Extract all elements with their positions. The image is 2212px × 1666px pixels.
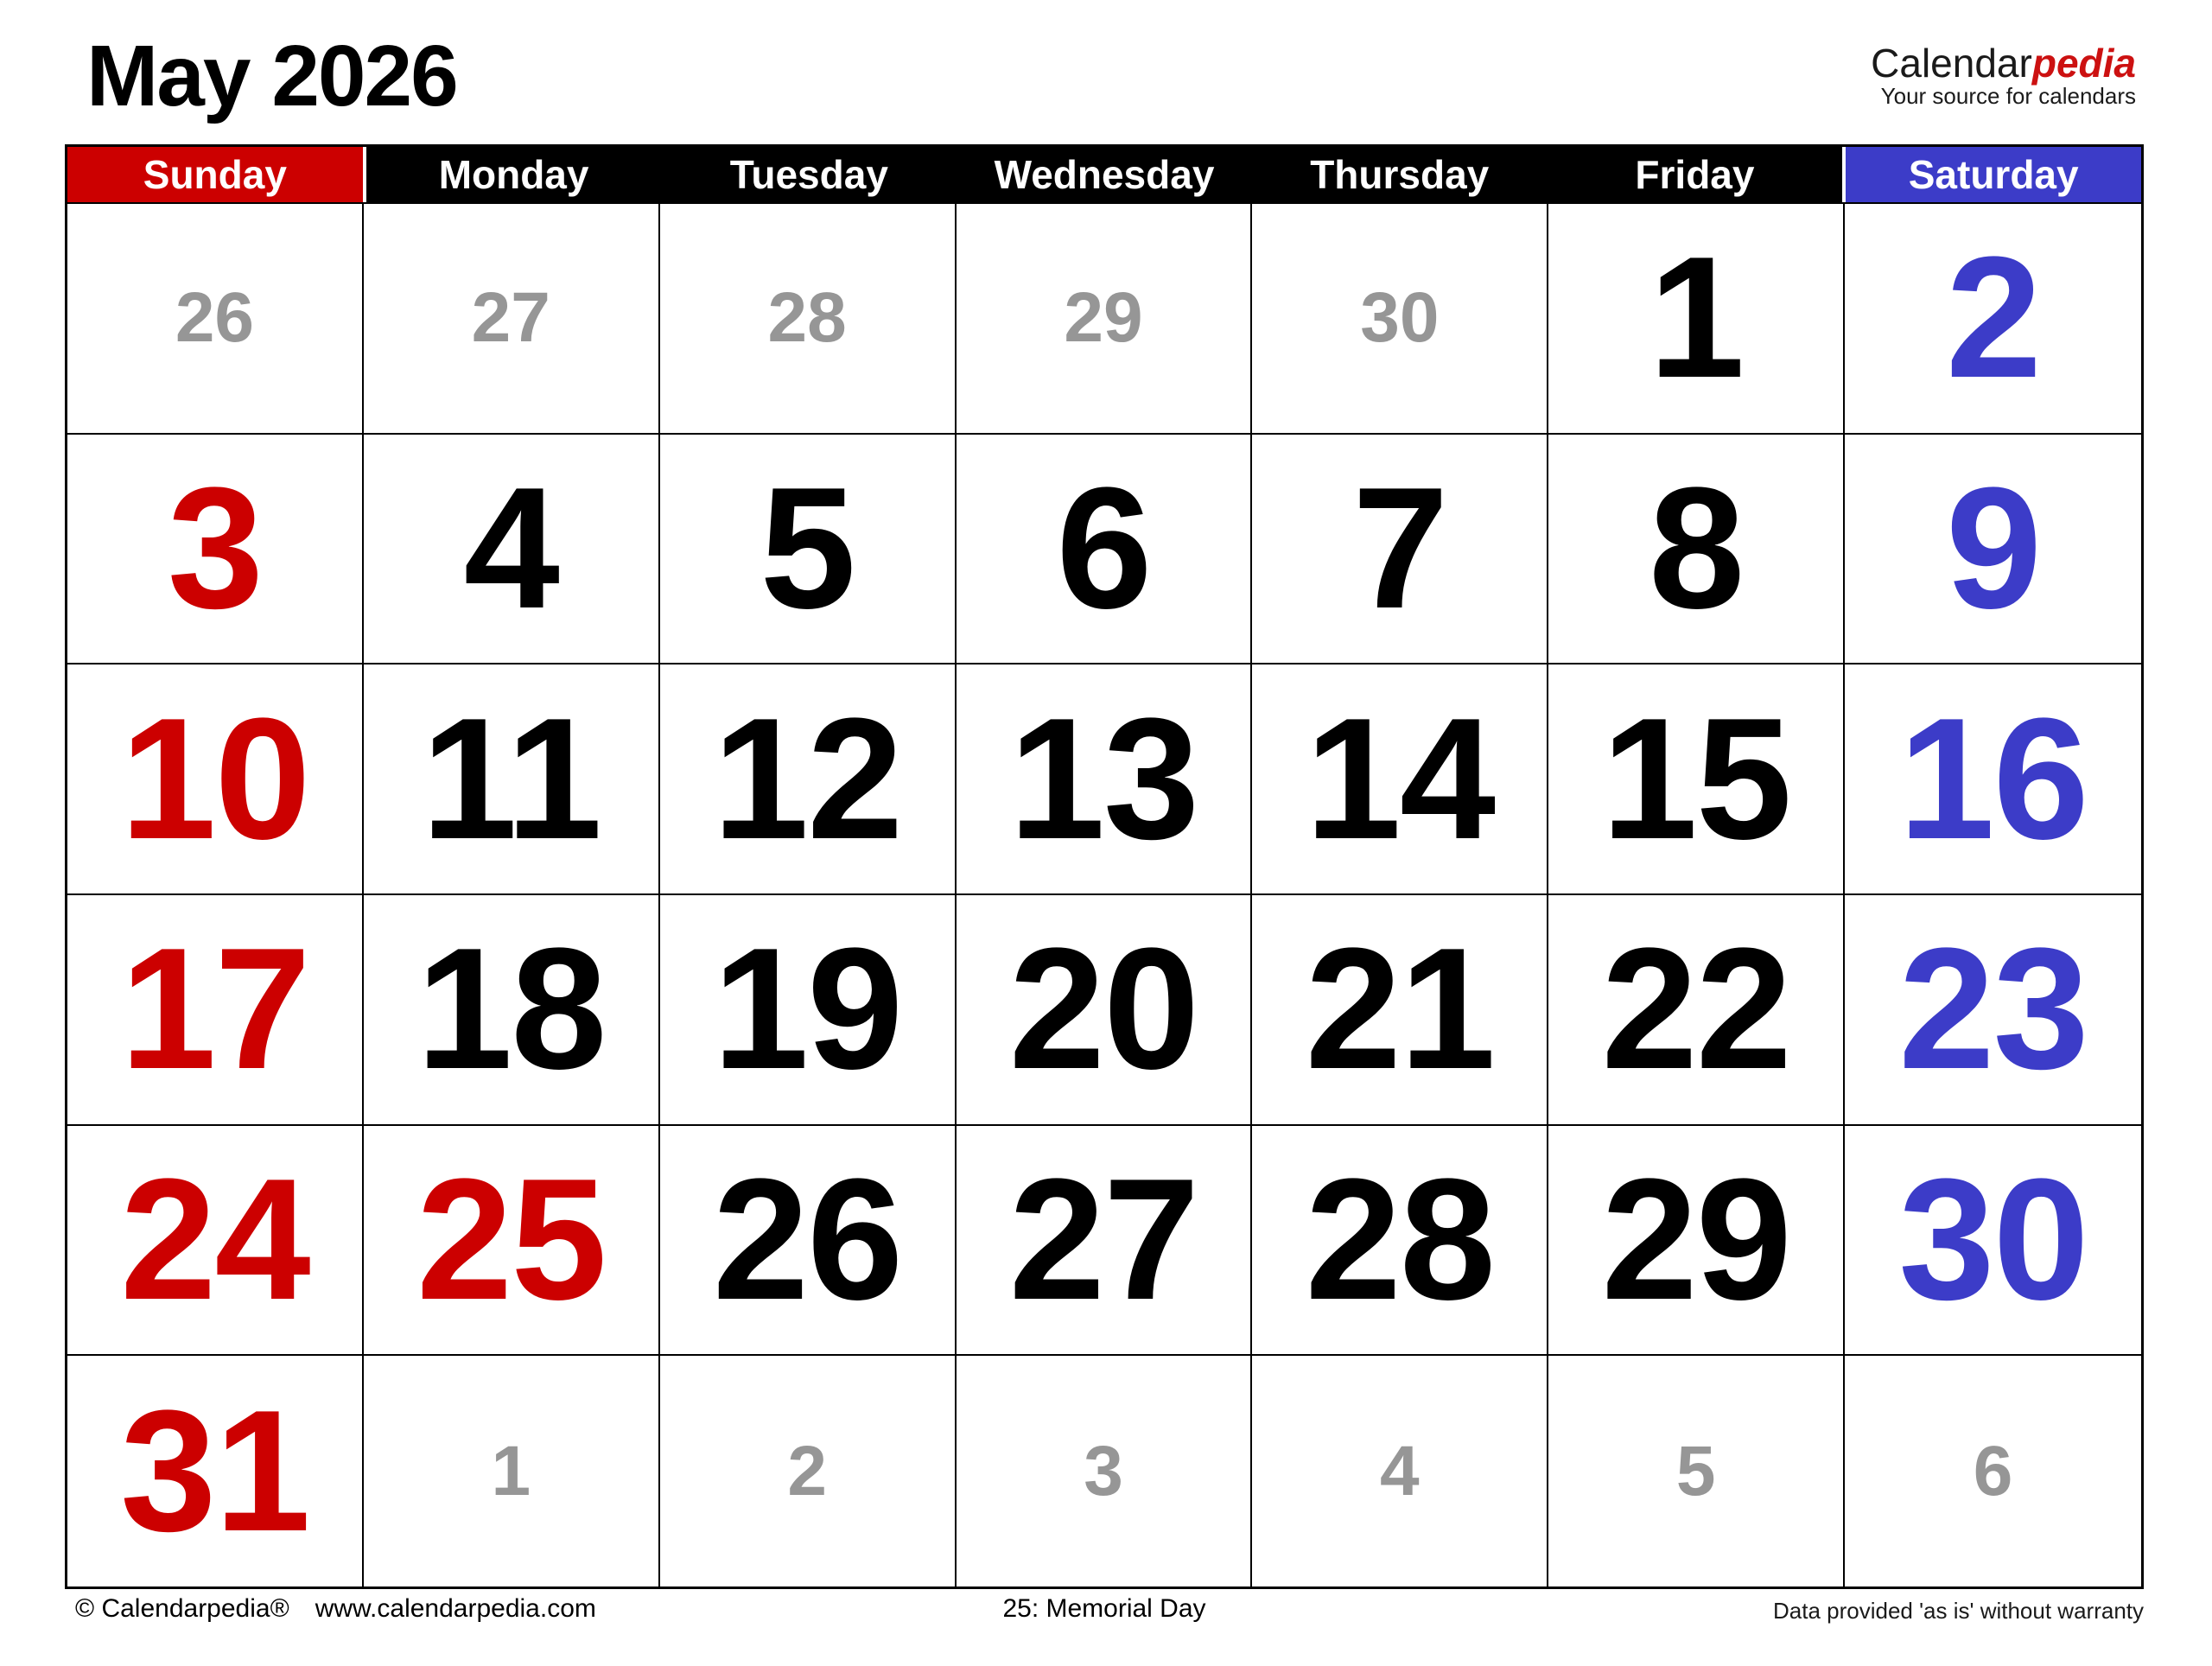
day-number: 11 [421, 682, 601, 875]
day-number: 30 [1360, 278, 1440, 358]
day-cell [957, 1356, 1253, 1587]
day-cell [1252, 664, 1548, 895]
day-number: 28 [767, 278, 847, 358]
day-number: 22 [1601, 912, 1790, 1106]
logo-text-black: Calendar [1871, 41, 2032, 86]
weekday-header-thursday: Thursday [1252, 147, 1548, 202]
day-number: 31 [120, 1374, 309, 1567]
weekday-header-row [67, 147, 2141, 204]
day-cell [67, 895, 364, 1126]
day-number: 3 [167, 451, 263, 645]
day-cell [1252, 1356, 1548, 1587]
day-cell [1252, 895, 1548, 1126]
day-cell [67, 1126, 364, 1357]
day-number: 5 [1675, 1431, 1716, 1510]
day-cell [364, 1126, 660, 1357]
day-cell [957, 664, 1253, 895]
day-cell [67, 204, 364, 435]
day-cell [1252, 435, 1548, 665]
day-cell [660, 435, 957, 665]
day-number: 25 [416, 1142, 606, 1336]
day-number: 4 [463, 451, 558, 645]
day-number: 5 [760, 451, 855, 645]
day-cell [1845, 1126, 2141, 1357]
weekday-header-saturday: Saturday [1846, 147, 2141, 202]
day-number: 26 [712, 1142, 902, 1336]
logo-wordmark [1871, 43, 2136, 85]
calendar-table [65, 144, 2144, 1589]
day-cell [957, 895, 1253, 1126]
footer-holiday-note: 25: Memorial Day [1002, 1594, 1206, 1623]
day-number: 2 [787, 1431, 827, 1510]
day-number: 15 [1601, 682, 1790, 875]
day-number: 28 [1305, 1142, 1495, 1336]
day-cell [1548, 204, 1845, 435]
day-number: 1 [491, 1431, 531, 1510]
page-title: May 2026 [86, 28, 457, 124]
day-cell [1252, 1126, 1548, 1357]
day-cell [660, 664, 957, 895]
day-number: 7 [1352, 451, 1447, 645]
day-cell [1845, 435, 2141, 665]
day-number: 3 [1084, 1431, 1123, 1510]
day-cell [1845, 895, 2141, 1126]
day-number: 10 [120, 682, 309, 875]
calendarpedia-logo[interactable] [1871, 43, 2136, 108]
day-cell [364, 664, 660, 895]
day-cell [660, 204, 957, 435]
day-cell [660, 1356, 957, 1587]
day-number: 8 [1649, 451, 1744, 645]
day-cell [1548, 664, 1845, 895]
day-cell [1548, 1356, 1845, 1587]
day-cell [1252, 204, 1548, 435]
logo-text-red: pedia [2031, 41, 2136, 86]
day-cell [364, 895, 660, 1126]
logo-tagline: Your source for calendars [1880, 82, 2136, 109]
weekday-header-sunday: Sunday [67, 147, 363, 202]
day-cell [67, 435, 364, 665]
day-number: 1 [1649, 221, 1744, 415]
day-cell [660, 1126, 957, 1357]
day-cell [957, 204, 1253, 435]
day-number: 23 [1898, 912, 2088, 1106]
day-number: 2 [1945, 221, 2041, 415]
day-number: 14 [1305, 682, 1495, 875]
day-cell [660, 895, 957, 1126]
day-number: 29 [1601, 1142, 1790, 1336]
day-number: 16 [1898, 682, 2088, 875]
day-cell [364, 1356, 660, 1587]
website-link[interactable]: www.calendarpedia.com [315, 1594, 596, 1623]
weekday-header-wednesday: Wednesday [957, 147, 1252, 202]
day-cell [1548, 895, 1845, 1126]
day-number: 6 [1056, 451, 1151, 645]
day-number: 17 [120, 912, 309, 1106]
day-number: 24 [120, 1142, 309, 1336]
weekday-header-monday: Monday [366, 147, 662, 202]
calendar-grid [67, 204, 2141, 1587]
day-number: 27 [471, 278, 550, 358]
copyright-text: © Calendarpedia® [75, 1594, 289, 1623]
day-number: 27 [1008, 1142, 1198, 1336]
day-number: 4 [1380, 1431, 1420, 1510]
day-cell [1845, 1356, 2141, 1587]
day-cell [957, 435, 1253, 665]
day-number: 19 [712, 912, 902, 1106]
weekday-header-friday: Friday [1548, 147, 1843, 202]
day-number: 9 [1945, 451, 2041, 645]
day-number: 20 [1008, 912, 1198, 1106]
day-cell [67, 1356, 364, 1587]
day-cell [1845, 204, 2141, 435]
day-cell [364, 204, 660, 435]
day-number: 13 [1008, 682, 1198, 875]
day-number: 21 [1305, 912, 1495, 1106]
weekday-header-tuesday: Tuesday [661, 147, 957, 202]
day-number: 12 [712, 682, 902, 875]
day-number: 30 [1898, 1142, 2088, 1336]
day-cell [1548, 1126, 1845, 1357]
day-number: 18 [416, 912, 606, 1106]
day-cell [957, 1126, 1253, 1357]
day-cell [1548, 435, 1845, 665]
day-number: 26 [175, 278, 255, 358]
footer-disclaimer: Data provided 'as is' without warranty [1772, 1598, 2144, 1624]
day-cell [364, 435, 660, 665]
day-number: 6 [1973, 1431, 2013, 1510]
day-number: 29 [1064, 278, 1143, 358]
day-cell [67, 664, 364, 895]
day-cell [1845, 664, 2141, 895]
